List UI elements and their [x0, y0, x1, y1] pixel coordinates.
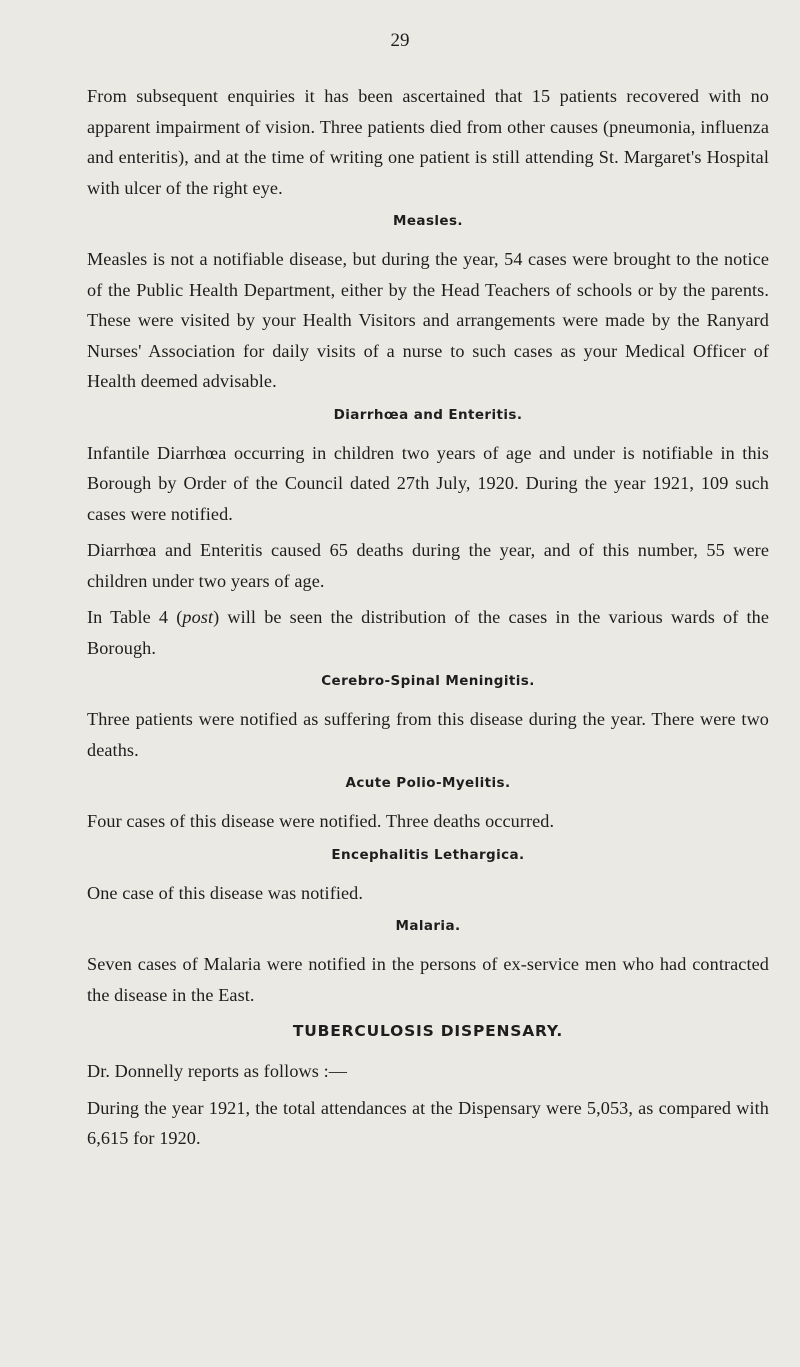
diarrhoea-paragraph-3-end: ) will be seen the distribution of the cases in the various wards of the Borough. — [87, 607, 769, 658]
encephalitis-paragraph: One case of this disease was notified. — [87, 882, 364, 903]
tuberculosis-heading: TUBERCULOSIS DISPENSARY. — [292, 1022, 564, 1040]
document-body — [87, 81, 769, 1160]
diarrhoea-paragraph-3-italic: post — [182, 607, 214, 627]
intro-paragraph: From subsequent enquiries it has been ascertained that 15 patients recovered with no apparent impairment of vision. Three patients died from other causes (pneumonia, influenza and enteritis), and at the time of writing one patient is still attending St. Margaret's Hospital with ulcer of the right eye. — [87, 86, 769, 198]
encephalitis-heading: Encephalitis Lethargica. — [331, 846, 525, 863]
measles-heading: Measles. — [393, 213, 463, 229]
measles-paragraph: Measles is not a notifiable disease, but during the year, 54 cases were brought to the notice of the Public Health Department, either by the Head Teachers of schools or by the parents. These were visited by your Health Visitors and arrangements were made by the Ranyard Nurses' Association for daily visits of a nurse to such cases as your Medical Officer of Health deemed advisable. — [87, 249, 769, 391]
cerebro-spinal-paragraph: Three patients were notified as suffering from this disease during the year. There were two deaths. — [87, 709, 769, 760]
page-number: 29 — [390, 30, 410, 51]
malaria-heading: Malaria. — [395, 918, 461, 934]
diarrhoea-paragraph-2: Diarrhœa and Enteritis caused 65 deaths during the year, and of this number, 55 were children under two years of age. — [87, 540, 769, 591]
diarrhoea-paragraph-3-start: In Table 4 ( — [87, 607, 183, 627]
diarrhoea-paragraph-1: Infantile Diarrhœa occurring in children two years of age and under is notifiable in this Borough by Order of the Council dated 27th July, 1920. During the year 1921, 109 such cases were notified. — [87, 442, 769, 524]
tuberculosis-paragraph-2: During the year 1921, the total attendances at the Dispensary were 5,053, as compared with 6,615 for 1920. — [87, 1097, 769, 1148]
tuberculosis-paragraph-1: Dr. Donnelly reports as follows :— — [87, 1061, 348, 1081]
malaria-paragraph: Seven cases of Malaria were notified in the persons of ex-service men who had contracted the disease in the East. — [87, 954, 769, 1005]
polio-paragraph: Four cases of this disease were notified. Three deaths occurred. — [87, 811, 555, 831]
diarrhoea-heading: Diarrhœa and Enteritis. — [333, 406, 523, 423]
cerebro-spinal-heading: Cerebro-Spinal Meningitis. — [321, 673, 535, 689]
diarrhoea-paragraph-3 — [87, 602, 769, 663]
polio-heading: Acute Polio-Myelitis. — [345, 775, 511, 791]
